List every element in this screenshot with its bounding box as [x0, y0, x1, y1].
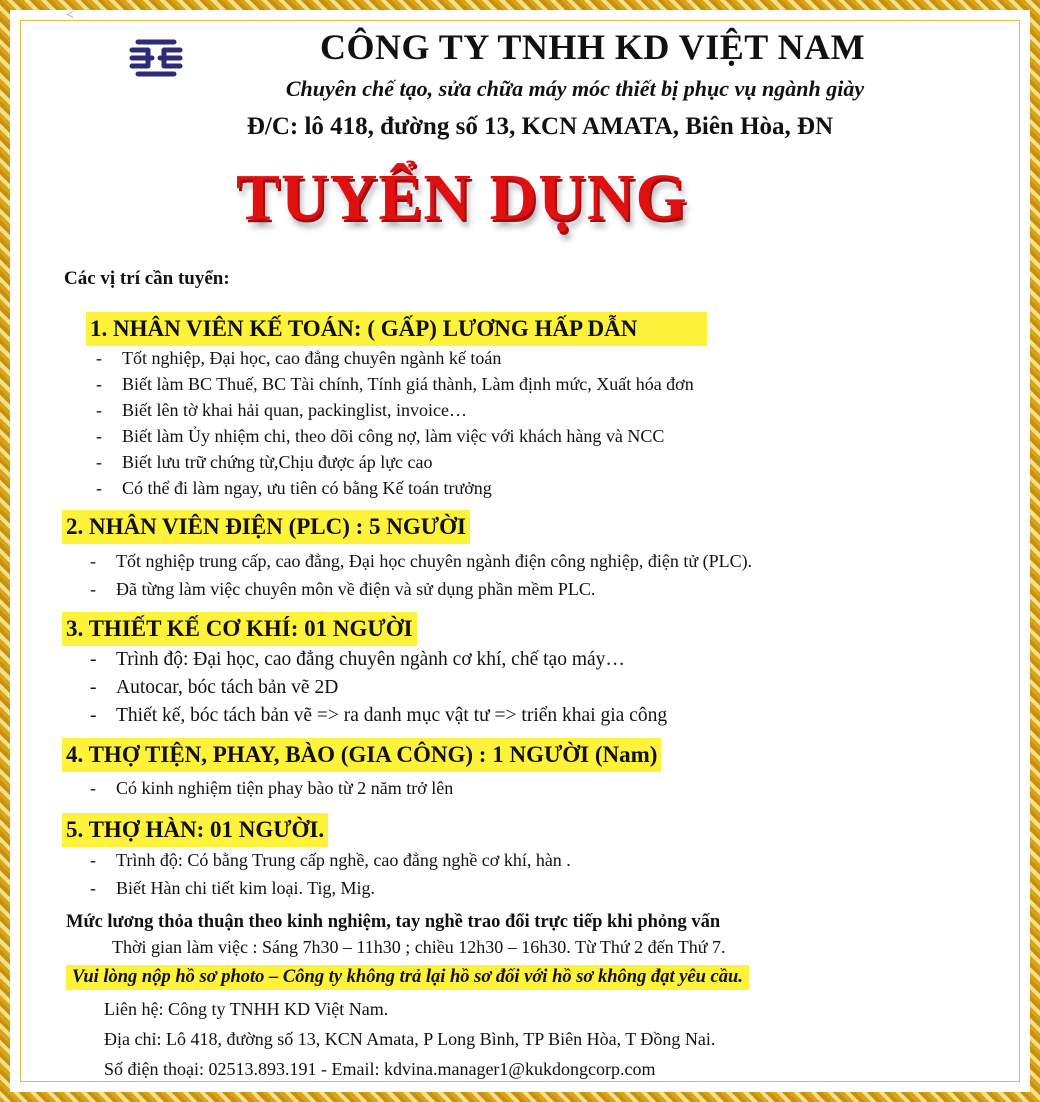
list-item: - Autocar, bóc tách bản vẽ 2D [86, 677, 667, 705]
recruitment-headline: TUYỂN DỤNG [236, 161, 688, 234]
list-item: - Trình độ: Đại học, cao đẳng chuyên ngành cơ khí, chế tạo máy… [86, 649, 667, 677]
list-item: - Biết lên tờ khai hải quan, packinglist, invoice… [92, 400, 694, 426]
list-item: - Biết làm Ủy nhiệm chi, theo dõi công nợ, làm việc với khách hàng và NCC [92, 426, 694, 452]
list-item: - Tốt nghiệp trung cấp, cao đẳng, Đại học chuyên ngành điện công nghiệp, điện tử (PLC). [86, 551, 752, 579]
section-2-title: 2. NHÂN VIÊN ĐIỆN (PLC) : 5 NGƯỜI [62, 510, 470, 544]
corner-mark: < [66, 8, 74, 23]
section-2-list [86, 551, 752, 607]
list-item: - Biết làm BC Thuế, BC Tài chính, Tính giá thành, Làm định mức, Xuất hóa đơn [92, 374, 694, 400]
working-hours: Thời gian làm việc : Sáng 7h30 – 11h30 ; chiều 12h30 – 16h30. Từ Thứ 2 đến Thứ 7. [112, 937, 726, 957]
list-item: - Tốt nghiệp, Đại học, cao đẳng chuyên ngành kế toán [92, 348, 694, 374]
contact-phone-email: Số điện thoại: 02513.893.191 - Email: kdvina.manager1@kukdongcorp.com [104, 1059, 656, 1079]
company-address: Đ/C: lô 418, đường số 13, KCN AMATA, Biên Hòa, ĐN [246, 113, 834, 140]
list-item: - Biết Hàn chi tiết kim loại. Tig, Mig. [86, 878, 571, 906]
section-3-title: 3. THIẾT KẾ CƠ KHÍ: 01 NGƯỜI [62, 612, 417, 646]
section-4-list [86, 778, 453, 799]
section-5-list [86, 850, 571, 906]
section-3-list [86, 649, 667, 733]
list-item: - Đã từng làm việc chuyên môn về điện và sử dụng phần mềm PLC. [86, 579, 752, 607]
list-item: - Biết lưu trữ chứng từ,Chịu được áp lực cao [92, 452, 694, 478]
list-item: - Trình độ: Có bằng Trung cấp nghề, cao đẳng nghề cơ khí, hàn . [86, 850, 571, 878]
section-1-title: 1. NHÂN VIÊN KẾ TOÁN: ( GẤP) LƯƠNG HẤP DẪN [86, 312, 707, 346]
contact-company: Liên hệ: Công ty TNHH KD Việt Nam. [104, 999, 389, 1019]
company-name: CÔNG TY TNHH KD VIỆT NAM [319, 27, 866, 67]
contact-address: Địa chỉ: Lô 418, đường số 13, KCN Amata, P Long Bình, TP Biên Hòa, T Đồng Nai. [104, 1029, 716, 1049]
list-item: - Có thể đi làm ngay, ưu tiên có bằng Kế toán trưởng [92, 478, 694, 504]
section-4-title: 4. THỢ TIỆN, PHAY, BÀO (GIA CÔNG) : 1 NGƯỜI (Nam) [62, 738, 661, 772]
salary-note: Mức lương thỏa thuận theo kinh nghiệm, tay nghề trao đổi trực tiếp khi phỏng vấn [66, 912, 721, 932]
list-item: - Thiết kế, bóc tách bản vẽ => ra danh mục vật tư => triển khai gia công [86, 705, 667, 733]
section-1-list [92, 348, 694, 504]
company-tagline: Chuyên chế tạo, sửa chữa máy móc thiết bị phục vụ ngành giày [285, 76, 865, 101]
section-5-title: 5. THỢ HÀN: 01 NGƯỜI. [62, 813, 328, 847]
application-notice: Vui lòng nộp hồ sơ photo – Công ty không trả lại hồ sơ đối với hồ sơ không đạt yêu cầu. [66, 965, 749, 990]
positions-intro: Các vị trí cần tuyển: [64, 268, 230, 289]
list-item: - Có kinh nghiệm tiện phay bào từ 2 năm trở lên [86, 778, 453, 799]
